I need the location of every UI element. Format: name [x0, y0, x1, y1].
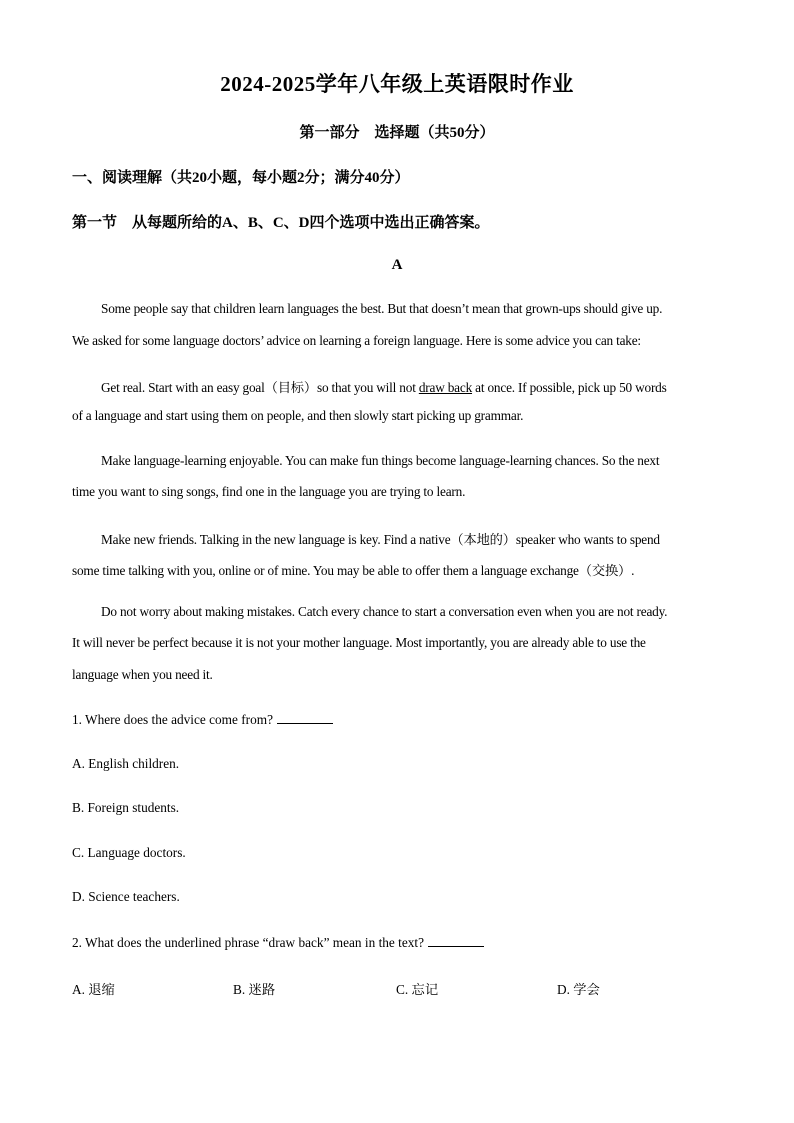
question-text: 2. What does the underlined phrase “draw back” mean in the text?: [72, 935, 424, 950]
passage-line: time you want to sing songs, find one in the language you are trying to learn.: [72, 484, 466, 499]
passage-label: A: [391, 257, 403, 273]
question-stem: [72, 934, 484, 951]
passage-line: Do not worry about making mistakes. Catch every chance to start a conversation even when you are not ready.: [101, 604, 668, 619]
passage-text: at once. If possible, pick up 50 words: [472, 380, 667, 395]
passage-line: of a language and start using them on people, and then slowly start picking up grammar.: [72, 408, 524, 423]
section-heading: 一、阅读理解（共20小题，每小题2分；满分40分）: [72, 170, 410, 186]
passage-line: Make new friends. Talking in the new language is key. Find a native（本地的）speaker who wants to spend: [101, 532, 660, 547]
underlined-phrase: draw back: [418, 380, 473, 395]
section-instruction: 第一节 从每题所给的A、B、C、D四个选项中选出正确答案。: [72, 215, 490, 231]
answer-option: C. 忘记: [396, 982, 439, 997]
passage-line: Make language-learning enjoyable. You can make fun things become language-learning chances. So the next: [101, 453, 660, 468]
answer-blank: [428, 934, 484, 947]
passage-line: [101, 377, 667, 396]
answer-option: D. 学会: [557, 982, 600, 997]
passage-line: It will never be perfect because it is not your mother language. Most importantly, you are already able to use the: [72, 635, 646, 650]
answer-blank: [277, 711, 333, 724]
passage-text: Get real. Start with an easy goal（目标）so that you will not: [101, 380, 419, 395]
question-stem: [72, 711, 333, 728]
part-heading: 第一部分 选择题（共50分）: [299, 125, 495, 141]
answer-option: C. Language doctors.: [72, 845, 186, 860]
answer-option: A. English children.: [72, 756, 180, 771]
answer-option: A. 退缩: [72, 982, 115, 997]
answer-option: B. 迷路: [233, 982, 276, 997]
passage-line: We asked for some language doctors’ advice on learning a foreign language. Here is some advice you can take:: [72, 333, 641, 348]
exam-title: 2024-2025学年八年级上英语限时作业: [220, 72, 574, 96]
question-text: 1. Where does the advice come from?: [72, 712, 273, 727]
answer-option: B. Foreign students.: [72, 800, 180, 815]
passage-line: language when you need it.: [72, 667, 213, 682]
passage-line: Some people say that children learn languages the best. But that doesn’t mean that grown-ups should give up.: [101, 301, 663, 316]
passage-line: some time talking with you, online or of mine. You may be able to offer them a language exchange（交换）.: [72, 563, 635, 578]
answer-option: D. Science teachers.: [72, 889, 180, 904]
